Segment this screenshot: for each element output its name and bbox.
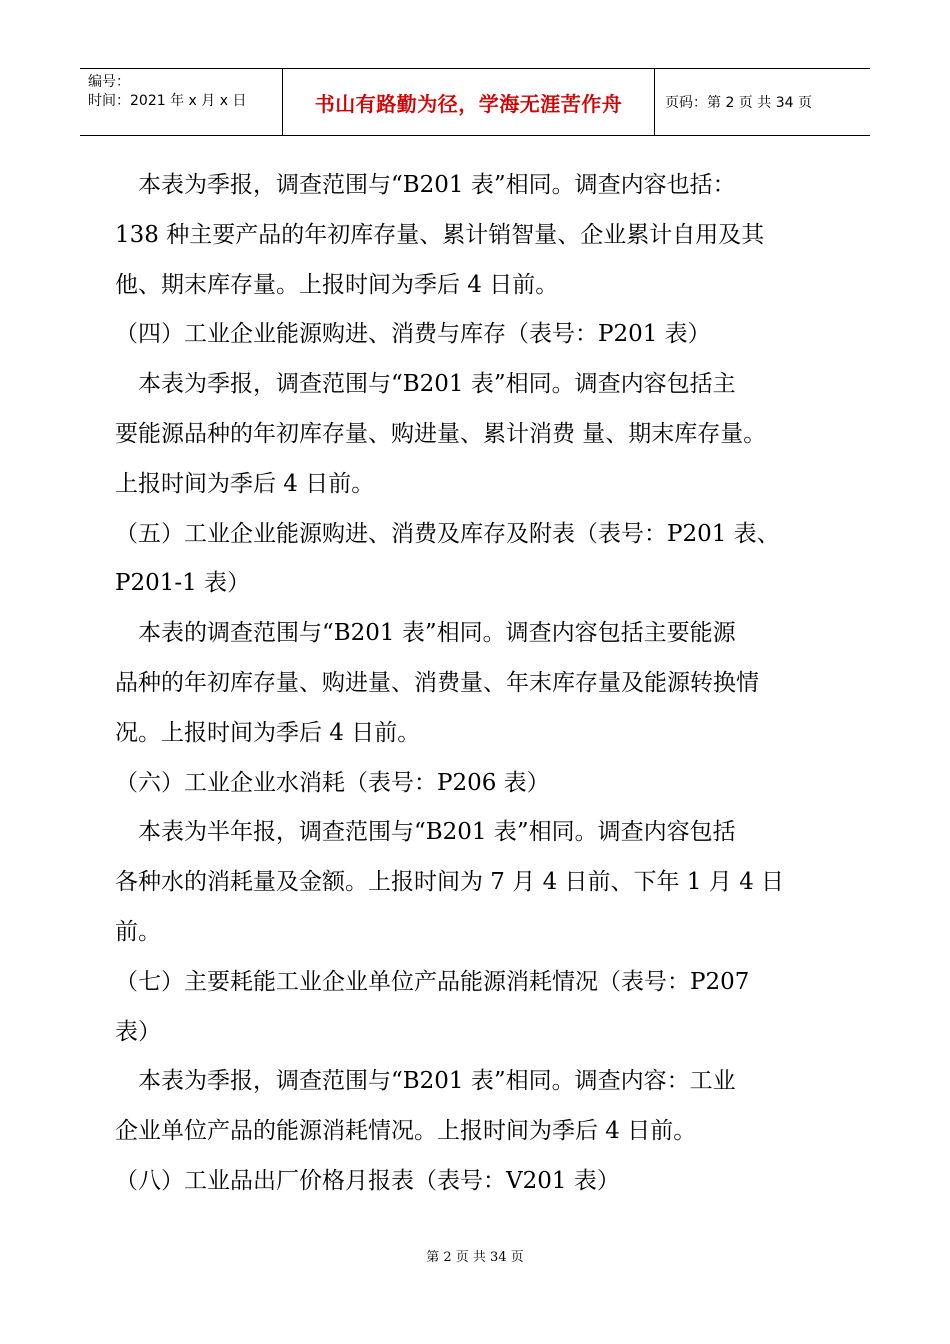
date-label: 时间：2021 年 x 月 x 日 — [88, 93, 247, 109]
page-info-text: 页码：第 2 页 共 34 页 — [665, 95, 812, 111]
code-label: 编号： — [88, 74, 130, 90]
document-body — [115, 165, 840, 1211]
header-motto-cell — [283, 69, 655, 135]
text-line: 企业单位产品的能源消耗情况。上报时间为季后 4 日前。 — [115, 1118, 697, 1145]
section-heading: （六）工业企业水消耗（表号：P206 表） — [115, 769, 550, 796]
text-line: 他、期末库存量。上报时间为季后 4 日前。 — [115, 271, 559, 298]
section-heading: （五）工业企业能源购进、消费及库存及附表（表号：P201 表、 — [115, 520, 780, 547]
text-line: 本表的调查范围与“B201 表”相同。调查内容包括主要能源 — [115, 620, 736, 647]
motto-text: 书山有路勤为径，学海无涯苦作舟 — [314, 91, 623, 116]
section-heading: （八）工业品出厂价格月报表（表号：V201 表） — [115, 1167, 620, 1194]
text-line: 上报时间为季后 4 日前。 — [115, 470, 375, 497]
section-heading: （七）主要耗能工业企业单位产品能源消耗情况（表号：P207 — [115, 968, 750, 995]
text-line: 本表为季报，调查范围与“B201 表”相同。调查内容包括主 — [115, 371, 736, 398]
text-line: 前。 — [115, 918, 161, 945]
footer-page-number: 第 2 页 共 34 页 — [426, 1250, 524, 1265]
text-line: 品种的年初库存量、购进量、消费量、年末库存量及能源转换情 — [115, 669, 759, 696]
text-line: 本表为季报，调查范围与“B201 表”相同。调查内容：工业 — [115, 1068, 736, 1095]
text-line: 本表为半年报，调查范围与“B201 表”相同。调查内容包括 — [115, 819, 736, 846]
page-footer — [0, 1246, 950, 1265]
header-page-info — [655, 69, 870, 135]
text-line: 况。上报时间为季后 4 日前。 — [115, 719, 421, 746]
section-heading: P201-1 表） — [115, 570, 251, 597]
text-line: 138 种主要产品的年初库存量、累计销智量、企业累计自用及其 — [115, 221, 765, 248]
text-line: 各种水的消耗量及金额。上报时间为 7 月 4 日前、下年 1 月 4 日 — [115, 869, 785, 896]
section-heading: 表） — [115, 1018, 161, 1045]
header-meta — [80, 69, 283, 135]
text-line: 本表为季报，调查范围与“B201 表”相同。调查内容也括： — [115, 172, 736, 198]
section-heading: （四）工业企业能源购进、消费与库存（表号：P201 表） — [115, 321, 711, 348]
page-header — [80, 68, 870, 136]
text-line: 要能源品种的年初库存量、购进量、累计消费 量、期末库存量。 — [115, 420, 767, 447]
